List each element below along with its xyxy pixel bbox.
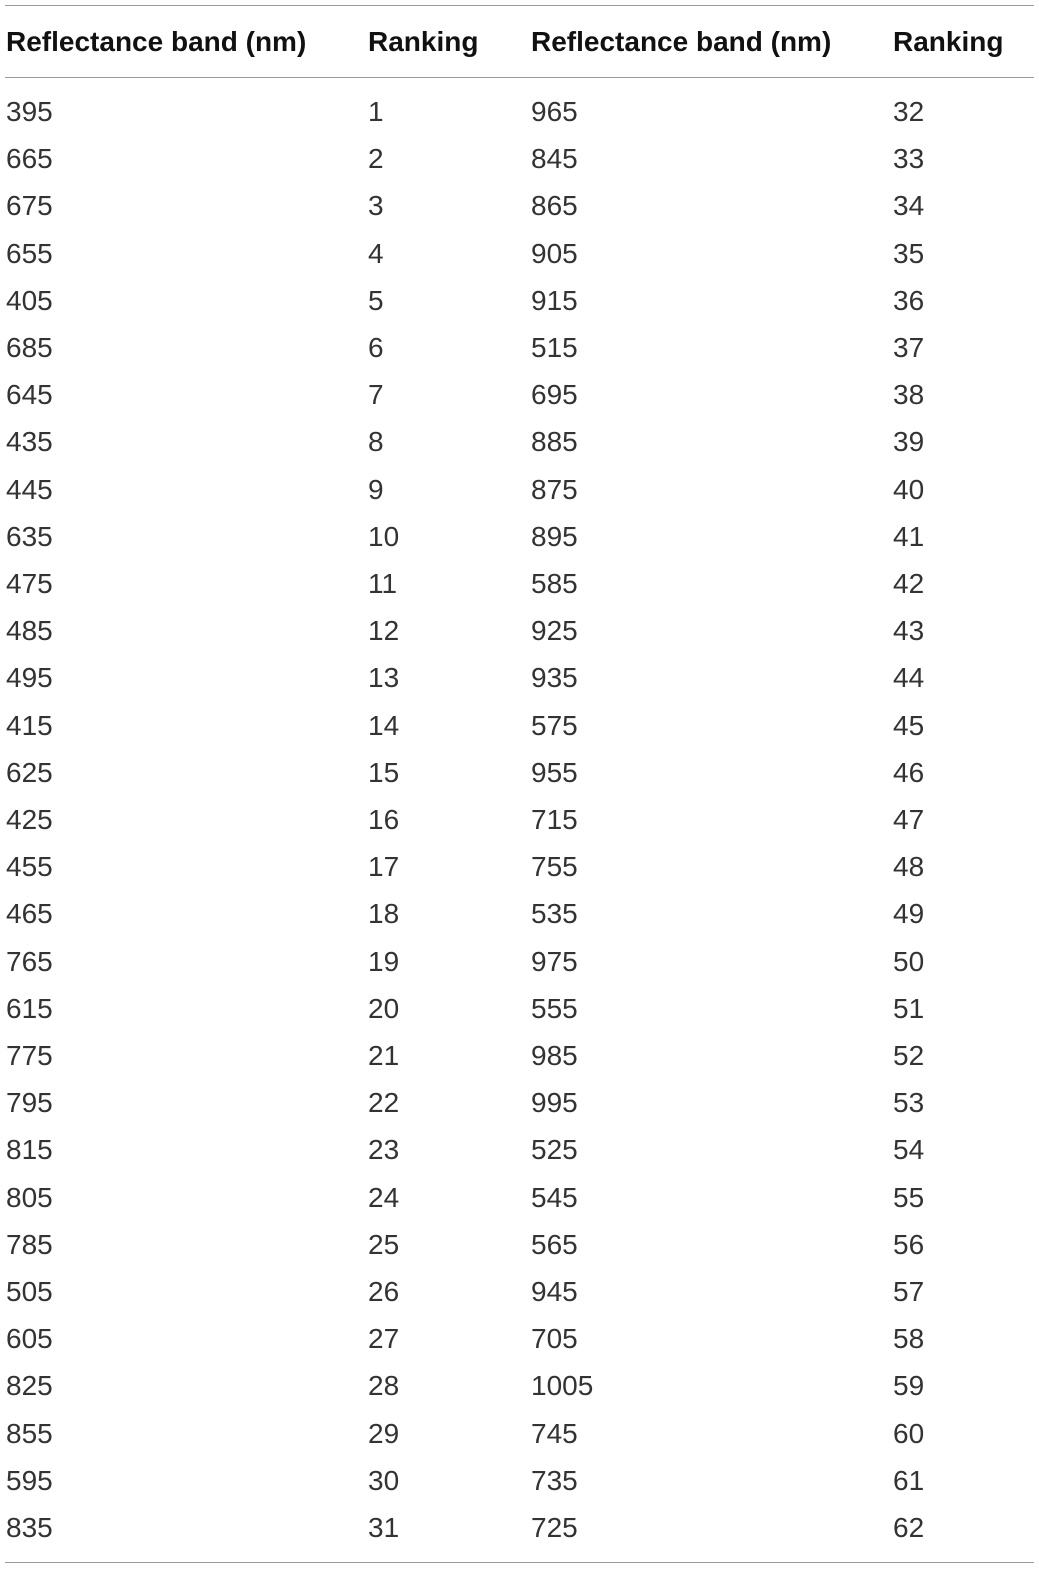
ranking-cell: 38 [893,379,925,411]
reflectance-band-cell: 745 [531,1417,578,1449]
table-row [0,749,1039,796]
reflectance-band-cell: 415 [6,709,53,741]
reflectance-band-cell: 735 [531,1464,578,1496]
reflectance-band-cell: 465 [6,898,53,930]
reflectance-band-cell: 445 [6,473,53,505]
reflectance-band-cell: 995 [531,1087,578,1119]
table-row [0,1410,1039,1457]
ranking-cell: 41 [893,520,925,552]
reflectance-band-cell: 905 [531,237,578,269]
reflectance-band-cell: 605 [6,1323,53,1355]
ranking-cell: 59 [893,1370,925,1402]
ranking-cell: 6 [368,332,384,363]
table-row [0,654,1039,701]
reflectance-band-cell: 435 [6,426,53,458]
ranking-cell: 21 [368,1040,400,1071]
ranking-cell: 18 [368,898,400,930]
table-row [0,890,1039,937]
table-row [0,1457,1039,1504]
reflectance-band-cell: 635 [6,520,53,552]
reflectance-band-cell: 865 [531,190,578,222]
reflectance-band-cell: 915 [531,284,578,316]
reflectance-band-cell: 925 [531,615,578,647]
reflectance-band-cell: 815 [6,1134,53,1166]
table-row [0,607,1039,654]
reflectance-band-cell: 845 [531,143,578,175]
ranking-cell: 53 [893,1087,925,1119]
ranking-cell: 4 [368,237,384,269]
table-top-rule [5,5,1034,6]
ranking-cell: 25 [368,1228,400,1260]
header-reflectance-band-1: Reflectance band (nm) [6,26,307,57]
reflectance-band-cell: 695 [531,379,578,411]
reflectance-band-cell: 805 [6,1181,53,1213]
ranking-cell: 24 [368,1181,400,1213]
table-row [0,1315,1039,1362]
reflectance-band-cell: 395 [6,96,53,127]
reflectance-band-cell: 505 [6,1276,53,1307]
ranking-cell: 40 [893,473,925,505]
reflectance-band-cell: 475 [6,568,53,599]
ranking-cell: 48 [893,851,925,883]
table-row [0,135,1039,182]
table-row [0,985,1039,1032]
ranking-cell: 15 [368,756,400,788]
ranking-cell: 16 [368,804,400,835]
reflectance-band-cell: 725 [531,1512,578,1543]
reflectance-band-cell: 825 [6,1370,53,1402]
ranking-cell: 23 [368,1134,400,1166]
ranking-cell: 7 [368,379,384,411]
header-bottom-rule [5,77,1034,78]
reflectance-band-cell: 595 [6,1464,53,1496]
ranking-cell: 50 [893,945,925,977]
table-row [0,1174,1039,1221]
table-bottom-rule [5,1562,1034,1563]
reflectance-band-cell: 545 [531,1181,578,1213]
reflectance-band-cell: 955 [531,756,578,788]
ranking-cell: 12 [368,615,400,647]
ranking-cell: 31 [368,1512,400,1543]
table-row [0,1032,1039,1079]
reflectance-band-cell: 785 [6,1228,53,1260]
reflectance-band-cell: 935 [531,662,578,694]
reflectance-band-cell: 655 [6,237,53,269]
ranking-cell: 39 [893,426,925,458]
reflectance-band-cell: 555 [531,992,578,1024]
reflectance-band-cell: 425 [6,804,53,835]
ranking-cell: 42 [893,568,925,599]
reflectance-band-cell: 975 [531,945,578,977]
table-row [0,560,1039,607]
table-row [0,418,1039,465]
reflectance-band-cell: 405 [6,284,53,316]
header-ranking-2: Ranking [893,26,1004,57]
reflectance-band-cell: 1005 [531,1370,594,1402]
ranking-cell: 56 [893,1228,925,1260]
ranking-cell: 11 [368,568,398,599]
ranking-cell: 14 [368,709,400,741]
ranking-cell: 19 [368,945,400,977]
reflectance-band-cell: 485 [6,615,53,647]
ranking-cell: 17 [368,851,400,883]
ranking-cell: 26 [368,1276,400,1307]
reflectance-band-cell: 685 [6,332,53,363]
ranking-cell: 3 [368,190,384,222]
ranking-cell: 9 [368,473,384,505]
ranking-cell: 34 [893,190,925,222]
ranking-cell: 8 [368,426,384,458]
reflectance-band-cell: 615 [6,992,53,1024]
table-row [0,88,1039,135]
reflectance-band-cell: 535 [531,898,578,930]
table-row [0,796,1039,843]
ranking-cell: 37 [893,332,925,363]
ranking-cell: 1 [368,96,384,127]
table-row [0,702,1039,749]
reflectance-band-cell: 835 [6,1512,53,1543]
ranking-cell: 61 [893,1464,925,1496]
table-row [0,1268,1039,1315]
ranking-cell: 13 [368,662,400,694]
table-row [0,230,1039,277]
table-row [0,1504,1039,1551]
ranking-cell: 58 [893,1323,925,1355]
ranking-cell: 28 [368,1370,400,1402]
table-row [0,182,1039,229]
ranking-cell: 55 [893,1181,925,1213]
reflectance-band-cell: 515 [531,332,578,363]
table-row [0,843,1039,890]
ranking-cell: 60 [893,1417,925,1449]
ranking-cell: 20 [368,992,400,1024]
ranking-cell: 54 [893,1134,925,1166]
reflectance-band-cell: 945 [531,1276,578,1307]
ranking-cell: 43 [893,615,925,647]
ranking-cell: 51 [893,992,925,1024]
reflectance-band-cell: 525 [531,1134,578,1166]
reflectance-band-cell: 795 [6,1087,53,1119]
table-row [0,1362,1039,1409]
ranking-cell: 47 [893,804,925,835]
ranking-cell: 45 [893,709,925,741]
ranking-cell: 44 [893,662,925,694]
reflectance-band-cell: 875 [531,473,578,505]
reflectance-band-cell: 715 [531,804,578,835]
ranking-cell: 30 [368,1464,400,1496]
table-row [0,1126,1039,1173]
ranking-cell: 5 [368,284,384,316]
table-header-row [0,18,1039,65]
ranking-cell: 46 [893,756,925,788]
table-row [0,513,1039,560]
reflectance-band-cell: 765 [6,945,53,977]
reflectance-band-cell: 985 [531,1040,578,1071]
ranking-cell: 32 [893,96,925,127]
ranking-cell: 29 [368,1417,400,1449]
reflectance-band-cell: 885 [531,426,578,458]
table-row [0,938,1039,985]
reflectance-band-cell: 855 [6,1417,53,1449]
table-row [0,371,1039,418]
ranking-cell: 22 [368,1087,400,1119]
reflectance-band-cell: 575 [531,709,578,741]
ranking-cell: 49 [893,898,925,930]
reflectance-band-cell: 455 [6,851,53,883]
ranking-cell: 2 [368,143,384,175]
reflectance-band-cell: 675 [6,190,53,222]
reflectance-band-cell: 565 [531,1228,578,1260]
table-row [0,277,1039,324]
table-row [0,324,1039,371]
ranking-cell: 35 [893,237,925,269]
reflectance-band-cell: 895 [531,520,578,552]
reflectance-band-cell: 585 [531,568,578,599]
table-row [0,466,1039,513]
reflectance-band-cell: 775 [6,1040,53,1071]
reflectance-band-cell: 645 [6,379,53,411]
header-ranking-1: Ranking [368,26,479,57]
ranking-cell: 52 [893,1040,925,1071]
reflectance-band-cell: 965 [531,96,578,127]
ranking-cell: 57 [893,1276,925,1307]
reflectance-band-cell: 705 [531,1323,578,1355]
table-row [0,1221,1039,1268]
reflectance-band-cell: 665 [6,143,53,175]
ranking-cell: 62 [893,1512,925,1543]
ranking-cell: 36 [893,284,925,316]
reflectance-band-cell: 755 [531,851,578,883]
header-reflectance-band-2: Reflectance band (nm) [531,26,832,57]
ranking-cell: 33 [893,143,925,175]
reflectance-band-cell: 625 [6,756,53,788]
table-row [0,1079,1039,1126]
ranking-cell: 27 [368,1323,400,1355]
ranking-cell: 10 [368,520,400,552]
reflectance-band-cell: 495 [6,662,53,694]
